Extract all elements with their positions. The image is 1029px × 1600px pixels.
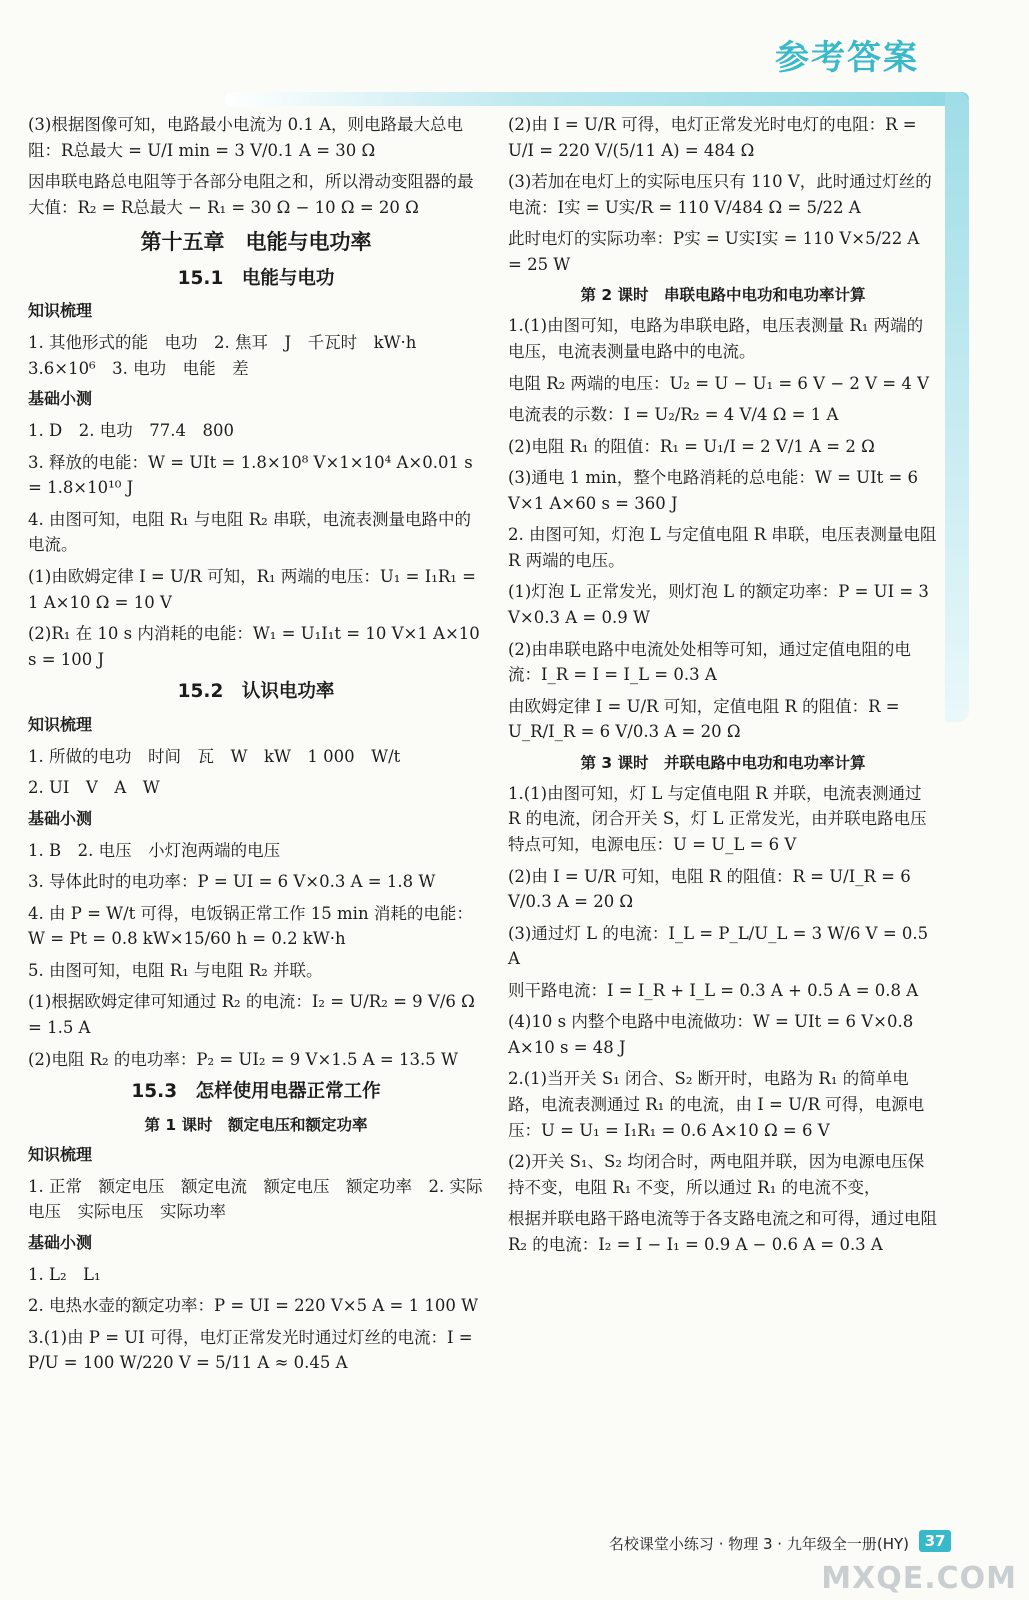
answer-line: (2)由 I = U/R 可知，电阻 R 的阻值：R = U/I_R = 6 V/0.3 A = 20 Ω (508, 866, 911, 912)
answer-line: 1. 所做的电功 时间 瓦 W kW 1 000 W/t (28, 746, 401, 766)
chapter-title: 第十五章 电能与电功率 (140, 230, 372, 255)
answer-line: 1. 正常 额定电压 额定电流 额定电压 额定功率 2. 实际电压 实际电压 实际功率 (28, 1176, 483, 1222)
answer-line: 电阻 R₂ 两端的电压：U₂ = U − U₁ = 6 V − 2 V = 4 V (508, 373, 930, 393)
answer-line: 2. 由图可知，灯泡 L 与定值电阻 R 串联，电压表测量电阻 R 两端的电压。 (508, 525, 937, 570)
answer-line: (2)电阻 R₂ 的电功率：P₂ = UI₂ = 9 V×1.5 A = 13.5 W (28, 1049, 458, 1069)
answer-line: 4. 由图可知，电阻 R₁ 与电阻 R₂ 串联，电流表测量电路中的电流。 (28, 509, 472, 555)
answer-line: 4. 由 P = W/t 可得，电饭锅正常工作 15 min 消耗的电能：W = Pt = 0.8 kW×15/60 h = 0.2 kW·h (28, 903, 473, 949)
subsection-label: 知识梳理 (28, 714, 93, 734)
subsection-label: 基础小测 (28, 1232, 93, 1252)
left-column (28, 112, 484, 1382)
answer-line: 3.(1)由 P = UI 可得，电灯正常发光时通过灯丝的电流：I = P/U = 100 W/220 V = 5/11 A ≈ 0.45 A (28, 1327, 473, 1373)
answer-line: 1. D 2. 电功 77.4 800 (28, 421, 234, 441)
section-title: 15.3 怎样使用电器正常工作 (131, 1081, 381, 1103)
answer-key-header: 参考答案 (775, 38, 919, 78)
section-title: 15.1 电能与电功 (177, 267, 335, 289)
answer-line: (2)开关 S₁、S₂ 均闭合时，两电阻并联，因为电源电压保持不变，电阻 R₁ 不变，所以通过 R₁ 的电流不变， (508, 1152, 925, 1197)
lesson-title: 第 3 课时 并联电路中电功和电功率计算 (580, 753, 866, 772)
lesson-title: 第 2 课时 串联电路中电功和电功率计算 (580, 286, 866, 305)
header-decor-band (225, 92, 969, 106)
answer-line: (2)由 I = U/R 可得，电灯正常发光时电灯的电阻：R = U/I = 220 V/(5/11 A) = 484 Ω (508, 115, 917, 160)
right-column (508, 112, 938, 1263)
header-decor-side (945, 92, 969, 722)
answer-line: 则干路电流：I = I_R + I_L = 0.3 A + 0.5 A = 0.8 A (508, 980, 919, 1000)
answer-line: (1)由欧姆定律 I = U/R 可知，R₁ 两端的电压：U₁ = I₁R₁ = 1 A×10 Ω = 10 V (28, 567, 476, 612)
answer-line: 1.(1)由图可知，电路为串联电路，电压表测量 R₁ 两端的电压，电流表测量电路中的电流。 (508, 316, 924, 361)
answer-line: 2.(1)当开关 S₁ 闭合、S₂ 断开时，电路为 R₁ 的简单电路，电流表测通过 R₁ 的电流，由 I = U/R 可得，电源电压：U = U₁ = I₁R₁ = 0.6 A×10 Ω = 6 V (508, 1069, 925, 1140)
answer-line: 1. 其他形式的能 电功 2. 焦耳 J 千瓦时 kW·h 3.6×10⁶ 3. 电功 电能 差 (28, 333, 433, 378)
answer-line: (3)若加在电灯上的实际电压只有 110 V，此时通过灯丝的电流：I实 = U实/R = 110 V/484 Ω = 5/22 A (508, 172, 932, 217)
footer-book-title: 名校课堂小练习 · 物理 3 · 九年级全一册(HY) (608, 1535, 909, 1553)
subsection-label: 知识梳理 (28, 301, 93, 321)
answer-line: 根据并联电路干路电流等于各支路电流之和可得，通过电阻 R₂ 的电流：I₂ = I − I₁ = 0.9 A − 0.6 A = 0.3 A (508, 1209, 937, 1254)
page-number: 37 (919, 1530, 951, 1552)
answer-line: (3)根据图像可知，电路最小电流为 0.1 A，则电路最大总电阻：R总最大 = U/I min = 3 V/0.1 A = 30 Ω (28, 115, 464, 160)
answer-line: (3)通过灯 L 的电流：I_L = P_L/U_L = 3 W/6 V = 0.5 A (508, 923, 929, 969)
watermark-logo: MXQE.COM (821, 1561, 1017, 1596)
answer-line: (1)灯泡 L 正常发光，则灯泡 L 的额定功率：P = UI = 3 V×0.3 A = 0.9 W (508, 582, 929, 628)
answer-line: (2)R₁ 在 10 s 内消耗的电能：W₁ = U₁I₁t = 10 V×1 A×10 s = 100 J (28, 624, 480, 669)
answer-line: (3)通电 1 min，整个电路消耗的总电能：W = UIt = 6 V×1 A×60 s = 360 J (508, 468, 919, 513)
answer-line: 3. 释放的电能：W = UIt = 1.8×10⁸ V×1×10⁴ A×0.01 s = 1.8×10¹⁰ J (28, 452, 473, 498)
answer-line: 由欧姆定律 I = U/R 可知，定值电阻 R 的阻值：R = U_R/I_R = 6 V/0.3 A = 20 Ω (508, 696, 900, 742)
answer-line: (4)10 s 内整个电路中电流做功：W = UIt = 6 V×0.8 A×10 s = 48 J (508, 1012, 914, 1057)
subsection-label: 基础小测 (28, 808, 93, 828)
answer-line: 2. 电热水壶的额定功率：P = UI = 220 V×5 A = 1 100 W (28, 1296, 479, 1316)
answer-line: 2. UI V A W (28, 778, 160, 798)
answer-line: 1. L₂ L₁ (28, 1264, 101, 1284)
answer-line: (1)根据欧姆定律可知通过 R₂ 的电流：I₂ = U/R₂ = 9 V/6 Ω = 1.5 A (28, 992, 475, 1038)
section-title: 15.2 认识电功率 (177, 681, 335, 703)
answer-line: 电流表的示数：I = U₂/R₂ = 4 V/4 Ω = 1 A (508, 405, 839, 425)
answer-line: (2)由串联电路中电流处处相等可知，通过定值电阻的电流：I_R = I = I_L = 0.3 A (508, 639, 911, 685)
answer-line: 3. 导体此时的电功率：P = UI = 6 V×0.3 A = 1.8 W (28, 872, 436, 892)
answer-line: 因串联电路总电阻等于各部分电阻之和，所以滑动变阻器的最大值：R₂ = R总最大 − R₁ = 30 Ω − 10 Ω = 20 Ω (28, 172, 474, 217)
answer-line: 此时电灯的实际功率：P实 = U实I实 = 110 V×5/22 A = 25 W (508, 229, 920, 274)
subsection-label: 基础小测 (28, 389, 93, 409)
answer-line: 5. 由图可知，电阻 R₁ 与电阻 R₂ 并联。 (28, 960, 323, 980)
answer-line: (2)电阻 R₁ 的阻值：R₁ = U₁/I = 2 V/1 A = 2 Ω (508, 436, 875, 456)
answer-line: 1. B 2. 电压 小灯泡两端的电压 (28, 840, 281, 860)
subsection-label: 知识梳理 (28, 1144, 93, 1164)
lesson-title: 第 1 课时 额定电压和额定功率 (144, 1115, 368, 1134)
answer-line: 1.(1)由图可知，灯 L 与定值电阻 R 并联，电流表测通过 R 的电流，闭合开关 S，灯 L 正常发光，由并联电路电压特点可知，电源电压：U = U_L = 6 V (508, 783, 927, 854)
